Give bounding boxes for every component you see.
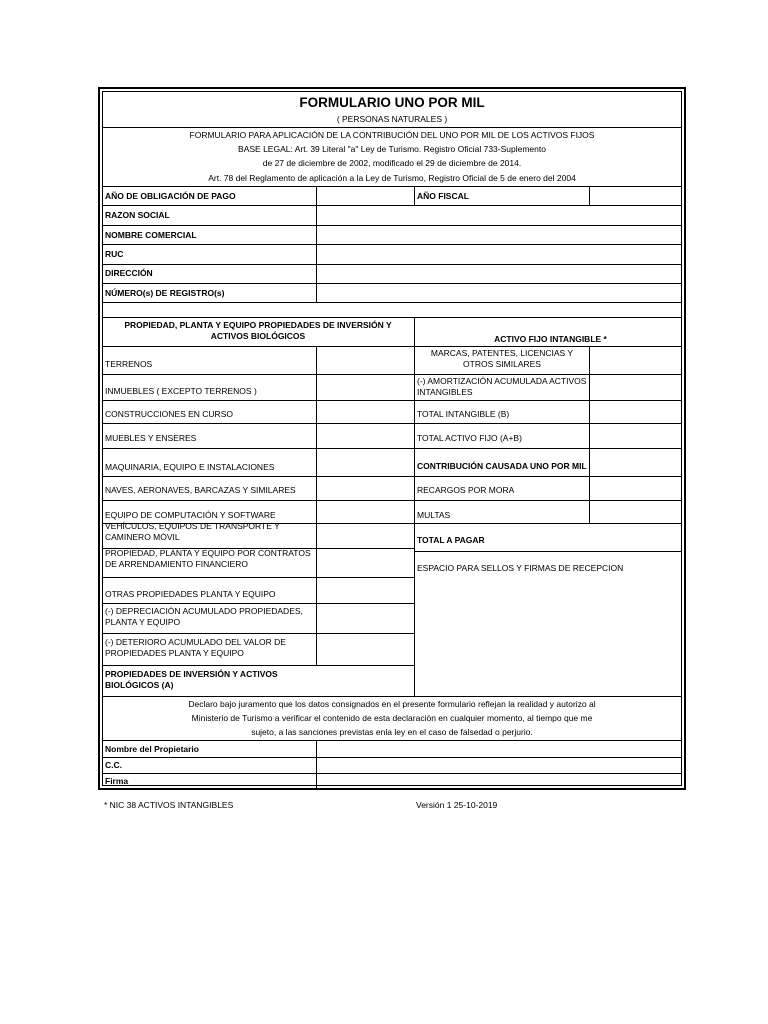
item-construcciones: CONSTRUCCIONES EN CURSO: [105, 409, 233, 419]
label-direccion: DIRECCIÓN: [105, 268, 153, 278]
divider: [414, 500, 681, 501]
declaration-line-2: Ministerio de Turismo a verificar el contenido de esta declaración en cualquier momento, al tiempo que me: [191, 713, 593, 723]
label-anio-obligacion: AÑO DE OBLIGACIÓN DE PAGO: [105, 191, 236, 201]
item-arrendamiento: PROPIEDAD, PLANTA Y EQUIPO POR CONTRATOS DE ARRENDAMIENTO FINANCIERO: [105, 548, 311, 569]
label-nombre-comercial: NOMBRE COMERCIAL: [105, 230, 197, 240]
divider: [103, 500, 414, 501]
divider: [103, 740, 681, 741]
item-total-activo-fijo: TOTAL ACTIVO FIJO (A+B): [417, 433, 522, 443]
item-marcas: MARCAS, PATENTES, LICENCIAS Y OTROS SIMILARES: [430, 348, 574, 369]
form-subtitle: ( PERSONAS NATURALES ): [336, 114, 448, 124]
item-naves: NAVES, AERONAVES, BARCAZAS Y SIMILARES: [105, 485, 296, 495]
item-muebles: MUEBLES Y ENSERES: [105, 433, 197, 443]
item-total-intangible: TOTAL INTANGIBLE (B): [417, 409, 510, 419]
divider: [103, 264, 681, 265]
divider: [589, 186, 590, 205]
divider: [103, 346, 414, 347]
divider: [103, 577, 414, 578]
divider: [103, 302, 681, 303]
divider: [589, 346, 590, 523]
divider: [414, 423, 681, 424]
label-anio-fiscal: AÑO FISCAL: [417, 191, 469, 201]
form-outer-frame: [98, 87, 686, 790]
item-multas: MULTAS: [417, 510, 451, 520]
form-title: FORMULARIO UNO POR MIL: [299, 95, 485, 110]
divider: [103, 225, 681, 226]
left-section-header: PROPIEDAD, PLANTA Y EQUIPO PROPIEDADES DE INVERSIÓN Y ACTIVOS BIOLÓGICOS: [124, 320, 392, 341]
divider: [103, 633, 414, 634]
form-inner-frame: [102, 91, 682, 786]
divider: [103, 317, 681, 318]
footer-version: Versión 1 25-10-2019: [416, 800, 498, 810]
item-total-pagar: TOTAL A PAGAR: [417, 535, 485, 545]
item-vehiculos: VEHÍCULOS, EQUIPOS DE TRANSPORTE Y CAMINERO MÓVIL: [105, 521, 280, 542]
divider: [103, 244, 681, 245]
legal-line-1: FORMULARIO PARA APLICACIÓN DE LA CONTRIBUCIÓN DEL UNO POR MIL DE LOS ACTIVOS FIJOS: [189, 130, 595, 140]
divider: [103, 665, 414, 666]
divider: [103, 773, 681, 774]
item-sellos-firmas: ESPACIO PARA SELLOS Y FIRMAS DE RECEPCION: [417, 563, 624, 573]
item-otras-propiedades: OTRAS PROPIEDADES PLANTA Y EQUIPO: [105, 589, 276, 599]
declaration-line-3: sujeto, a las sanciones previstas enla ley en el caso de falsedad o perjurio.: [251, 727, 533, 737]
divider: [103, 696, 681, 697]
label-razon-social: RAZON SOCIAL: [105, 210, 170, 220]
right-section-header: ACTIVO FIJO INTANGIBLE *: [494, 334, 607, 344]
divider: [103, 186, 681, 187]
divider: [103, 127, 681, 128]
divider: [414, 523, 681, 524]
divider: [103, 283, 681, 284]
divider: [414, 476, 681, 477]
item-recargos: RECARGOS POR MORA: [417, 485, 515, 495]
divider: [316, 186, 317, 302]
item-depreciacion: (-) DEPRECIACIÓN ACUMULADO PROPIEDADES, PLANTA Y EQUIPO: [105, 606, 303, 627]
divider: [316, 740, 317, 789]
footer-note: * NIC 38 ACTIVOS INTANGIBLES: [104, 800, 234, 810]
divider: [414, 186, 415, 205]
divider: [414, 374, 681, 375]
legal-line-4: Art. 78 del Reglamento de aplicación a la Ley de Turismo, Registro Oficial de 5 de enero del 2004: [208, 173, 576, 183]
label-registro: NÚMERO(s) DE REGISTRO(s): [105, 288, 225, 298]
divider: [103, 374, 414, 375]
divider: [103, 448, 414, 449]
divider: [414, 346, 681, 347]
legal-line-3: de 27 de diciembre de 2002, modificado el 29 de diciembre de 2014.: [262, 158, 522, 168]
divider: [103, 603, 414, 604]
divider: [103, 423, 414, 424]
item-contribucion: CONTRIBUCIÓN CAUSADA UNO POR MIL: [417, 461, 587, 471]
declaration-line-1: Declaro bajo juramento que los datos consignados en el presente formulario reflejan la realidad y autorizo al: [188, 699, 596, 709]
divider: [414, 551, 681, 552]
divider: [414, 400, 681, 401]
divider: [103, 400, 414, 401]
divider: [414, 448, 681, 449]
legal-line-2: BASE LEGAL: Art. 39 Literal "a" Ley de Turismo. Registro Oficial 733-Suplemento: [238, 144, 546, 154]
label-firma: Firma: [105, 776, 129, 786]
label-ruc: RUC: [105, 249, 124, 259]
label-cc: C.C.: [105, 760, 122, 770]
item-deterioro: (-) DETERIORO ACUMULADO DEL VALOR DE PROPIEDADES PLANTA Y EQUIPO: [105, 637, 286, 658]
item-maquinaria: MAQUINARIA, EQUIPO E INSTALACIONES: [105, 462, 275, 472]
item-equipo-computacion: EQUIPO DE COMPUTACIÓN Y SOFTWARE: [105, 510, 276, 520]
item-amortizacion: (-) AMORTIZACIÓN ACUMULADA ACTIVOS INTANGIBLES: [417, 376, 587, 397]
item-total-a: PROPIEDADES DE INVERSIÓN Y ACTIVOS BIOLÓGICOS (A): [105, 669, 278, 690]
divider: [103, 205, 681, 206]
item-terrenos: TERRENOS: [105, 359, 153, 369]
divider: [103, 476, 414, 477]
divider: [103, 757, 681, 758]
item-inmuebles: INMUEBLES ( EXCEPTO TERRENOS ): [105, 386, 257, 396]
divider: [316, 346, 317, 665]
label-propietario: Nombre del Propietario: [105, 744, 199, 754]
